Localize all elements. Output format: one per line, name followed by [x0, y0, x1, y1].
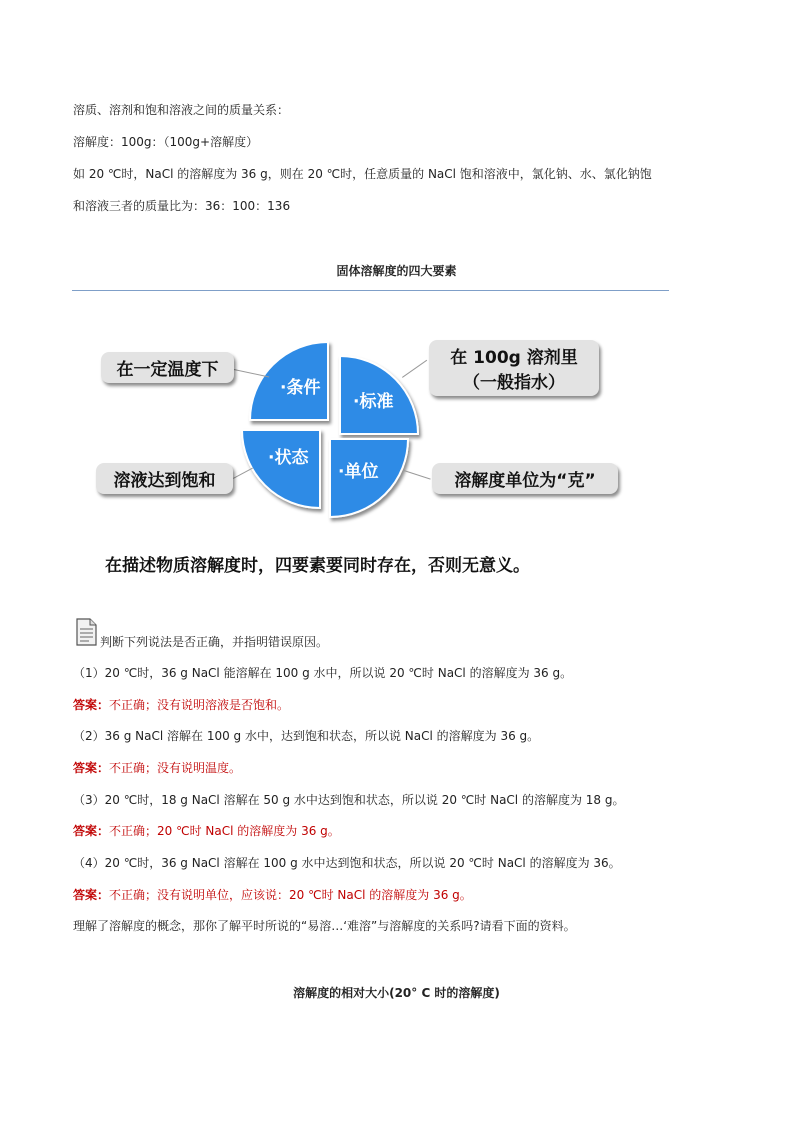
question-2: （2）36 g NaCl 溶解在 100 g 水中，达到饱和状态，所以说 NaCl 的溶解度为 36 g。 [73, 729, 540, 743]
answer-text: 不正确；没有说明温度。 [109, 761, 242, 775]
answer-text: 不正确；没有说明溶液是否饱和。 [109, 698, 290, 712]
label-standard [429, 340, 599, 396]
question-3: （3）20 ℃时，18 g NaCl 溶解在 50 g 水中达到饱和状态，所以说 20 ℃时 NaCl 的溶解度为 18 g。 [73, 793, 625, 807]
label-condition: 在一定温度下 [101, 352, 234, 383]
intro-line-2: 溶解度：100g：（100g+溶解度） [73, 135, 259, 149]
answer-4 [73, 887, 472, 903]
label-standard-line-2: （一般指水） [463, 373, 565, 393]
diagram-summary: 在描述物质溶解度时，四要素要同时存在，否则无意义。 [105, 556, 530, 576]
answer-1 [73, 697, 289, 713]
answer-label: 答案： [73, 824, 110, 838]
followup-text: 理解了溶解度的概念，那你了解平时所说的“易溶…‘难溶”与溶解度的关系吗?请看下面的资料。 [73, 919, 576, 933]
label-standard-line-1: 在 100g 溶剂里 [450, 348, 578, 368]
answer-label: 答案： [73, 888, 110, 902]
intro-line-1: 溶质、溶剂和饱和溶液之间的质量关系： [73, 103, 290, 117]
quadrant-state [242, 430, 320, 508]
section-title-four-elements: 固体溶解度的四大要素 [336, 264, 457, 278]
intro-line-3: 如 20 ℃时，NaCl 的溶解度为 36 g，则在 20 ℃时，任意质量的 NaCl 饱和溶液中，氯化钠、水、氯化钠饱 [73, 167, 652, 181]
quadrant-unit-label: ·单位 [338, 462, 379, 482]
quadrant-state-label: ·状态 [268, 448, 309, 468]
exercise-prompt: 判断下列说法是否正确，并指明错误原因。 [100, 635, 329, 649]
answer-label: 答案： [73, 761, 110, 775]
answer-label: 答案： [73, 698, 110, 712]
note-icon [74, 617, 98, 647]
answer-text: 不正确；20 ℃时 NaCl 的溶解度为 36 g。 [109, 824, 340, 838]
four-elements-diagram [240, 335, 440, 525]
quadrant-standard-label: ·标准 [353, 392, 394, 412]
label-state: 溶液达到饱和 [96, 463, 233, 494]
section-divider [72, 290, 669, 291]
section-title-relative-solubility: 溶解度的相对大小(20° C 时的溶解度) [293, 986, 500, 1000]
answer-3 [73, 823, 340, 839]
quadrant-condition-label: ·条件 [280, 378, 321, 398]
question-1: （1）20 ℃时，36 g NaCl 能溶解在 100 g 水中，所以说 20 ℃时 NaCl 的溶解度为 36 g。 [73, 666, 573, 680]
answer-text: 不正确；没有说明单位，应该说：20 ℃时 NaCl 的溶解度为 36 g。 [109, 888, 472, 902]
intro-line-4: 和溶液三者的质量比为：36：100：136 [73, 199, 291, 213]
label-unit: 溶解度单位为“克” [432, 463, 618, 494]
answer-2 [73, 760, 241, 776]
question-4: （4）20 ℃时，36 g NaCl 溶解在 100 g 水中达到饱和状态，所以说 20 ℃时 NaCl 的溶解度为 36。 [73, 856, 621, 870]
